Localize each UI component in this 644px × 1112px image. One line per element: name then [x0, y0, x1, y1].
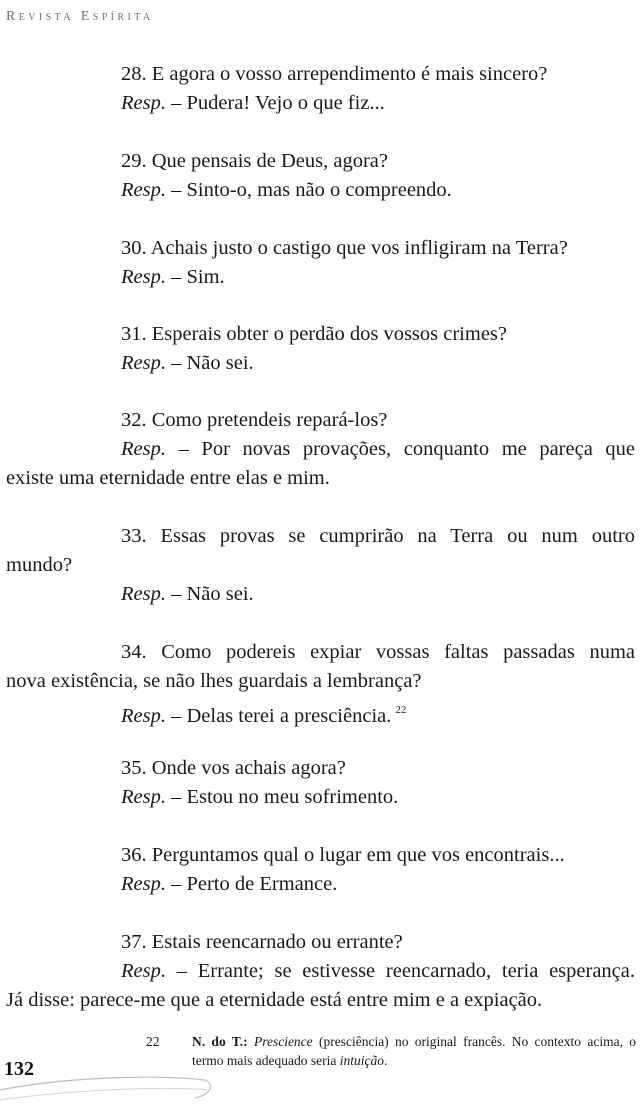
- footnote-text-2: .: [383, 1053, 388, 1068]
- answer-37-line-1: [121, 957, 635, 986]
- answer-text: – Sinto-o, mas não o compreendo.: [165, 179, 452, 201]
- answer-36: [121, 870, 337, 899]
- answer-text: – Não sei.: [165, 352, 254, 374]
- resp-label: Resp.: [121, 438, 166, 460]
- footnote-body: [192, 1032, 636, 1070]
- footnote-text-1: (presciência) no original francês. No contexto acima, o termo mais adequado seria: [192, 1034, 637, 1068]
- question-28: 28. E agora o vosso arrependimento é mais sincero?: [121, 63, 548, 85]
- question-33-line-2: mundo?: [6, 554, 73, 576]
- question-33-line-1: 33. Essas provas se cumprirão na Terra ou num outro: [121, 525, 635, 547]
- footnote-number: 22: [146, 1034, 160, 1049]
- answer-30: [121, 263, 225, 292]
- answer-text: – Delas terei a presciência.: [165, 705, 392, 727]
- answer-29: [121, 176, 452, 205]
- answer-text: – Pudera! Vejo o que fiz...: [165, 92, 385, 114]
- question-36: 36. Perguntamos qual o lugar em que vos encontrais...: [121, 844, 565, 866]
- resp-label: Resp.: [121, 960, 166, 982]
- footnote-term: Prescience: [253, 1034, 313, 1049]
- question-34-line-1: 34. Como podereis expiar vossas faltas passadas numa: [121, 641, 635, 663]
- page-number: 132: [4, 1058, 34, 1080]
- page-corner-curve-decoration: [0, 1060, 240, 1112]
- answer-33: [121, 580, 254, 609]
- answer-text: – Estou no meu sofrimento.: [165, 786, 399, 808]
- question-37: 37. Estais reencarnado ou errante?: [121, 931, 403, 953]
- resp-label: Resp.: [121, 786, 166, 808]
- answer-32-line-1: [121, 435, 635, 464]
- resp-label: Resp.: [121, 873, 166, 895]
- question-32: 32. Como pretendeis repará-los?: [121, 409, 388, 431]
- running-header: Revista Espírita: [6, 9, 154, 24]
- resp-label: Resp.: [121, 179, 166, 201]
- footnote-lead: N. do T.:: [192, 1034, 248, 1049]
- footnote-reference[interactable]: 22: [395, 704, 407, 716]
- answer-31: [121, 349, 254, 378]
- question-34-line-2: nova existência, se não lhes guardais a lembrança?: [6, 670, 422, 692]
- answer-text: – Errante; se estivesse reencarnado, teria esperança.: [165, 960, 635, 982]
- answer-28: [121, 89, 385, 118]
- answer-35: [121, 783, 398, 812]
- resp-label: Resp.: [121, 266, 166, 288]
- question-29: 29. Que pensais de Deus, agora?: [121, 150, 388, 172]
- answer-37-line-2: Já disse: parece-me que a eternidade está entre mim e a expiação.: [6, 989, 543, 1011]
- resp-label: Resp.: [121, 705, 166, 727]
- answer-32-line-2: existe uma eternidade entre elas e mim.: [6, 467, 330, 489]
- answer-text: – Perto de Ermance.: [165, 873, 338, 895]
- question-35: 35. Onde vos achais agora?: [121, 757, 346, 779]
- question-30: 30. Achais justo o castigo que vos infligiram na Terra?: [121, 237, 568, 259]
- question-31: 31. Esperais obter o perdão dos vossos crimes?: [121, 323, 507, 345]
- answer-text: – Por novas provações, conquanto me pareça que: [165, 438, 635, 460]
- resp-label: Resp.: [121, 92, 166, 114]
- resp-label: Resp.: [121, 583, 166, 605]
- answer-text: – Não sei.: [165, 583, 254, 605]
- resp-label: Resp.: [121, 352, 166, 374]
- answer-text: – Sim.: [165, 266, 225, 288]
- footnote-emphasis: intuição: [339, 1053, 384, 1068]
- answer-34: [121, 696, 406, 731]
